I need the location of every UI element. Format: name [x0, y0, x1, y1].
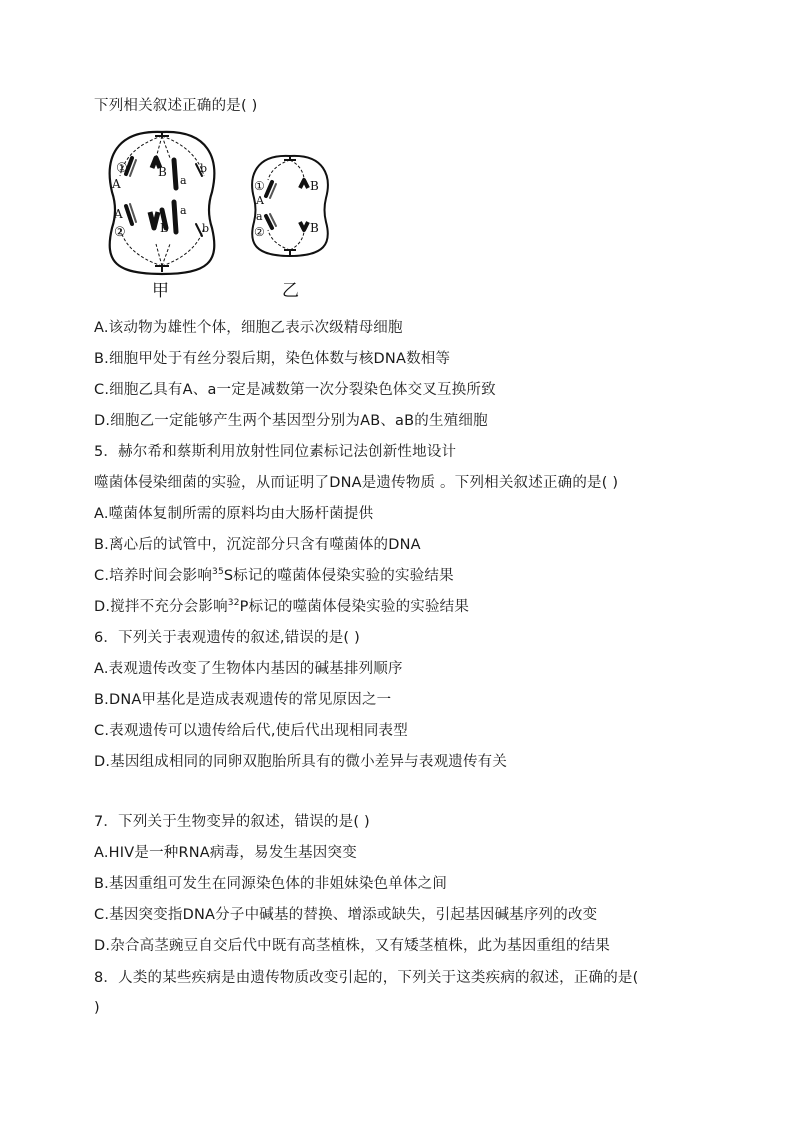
- q5-option-c: C.培养时间会影响$^{35}$S标记的噬菌体侵染实验的实验结果: [94, 567, 454, 584]
- svg-text:乙: 乙: [282, 281, 299, 300]
- isotope-mass-number: 35: [212, 567, 224, 578]
- q7-option-a: A.HIV是一种RNA病毒，易发生基因突变: [94, 845, 357, 861]
- q6-option-a: A.表观遗传改变了生物体内基因的碱基排列顺序: [94, 661, 403, 677]
- q4-option-a: A.该动物为雄性个体，细胞乙表示次级精母细胞: [94, 320, 403, 336]
- svg-text:a: a: [180, 204, 187, 217]
- svg-text:B: B: [158, 165, 167, 179]
- q7-stem: 7．下列关于生物变异的叙述，错误的是( ): [94, 814, 370, 830]
- q8-stem-line1: 8．人类的某些疾病是由遗传物质改变引起的，下列关于这类疾病的叙述，正确的是(: [94, 970, 639, 986]
- isotope-mass-number: 32: [227, 598, 240, 609]
- svg-text:B: B: [160, 221, 169, 235]
- q6-option-c: C.表观遗传可以遗传给后代,使后代出现相同表型: [94, 723, 408, 739]
- q8-stem-line2: ): [94, 1000, 100, 1016]
- q4-option-d: D.细胞乙一定能够产生两个基因型分别为AB、aB的生殖细胞: [94, 413, 488, 429]
- q4-option-b: B.细胞甲处于有丝分裂后期，染色体数与核DNA数相等: [94, 351, 451, 367]
- cell-yi-diagram: [252, 155, 328, 300]
- svg-text:①: ①: [254, 179, 265, 193]
- svg-text:②: ②: [114, 225, 126, 240]
- q5-option-d: D.搅拌不充分会影响$^{32}$P标记的噬菌体侵染实验的实验结果: [94, 598, 470, 615]
- q7-option-d: D.杂合高茎豌豆自交后代中既有高茎植株，又有矮茎植株，此为基因重组的结果: [94, 938, 610, 954]
- svg-text:甲: 甲: [152, 281, 169, 300]
- svg-text:A: A: [112, 177, 121, 191]
- q6-option-b: B.DNA甲基化是造成表观遗传的常见原因之一: [94, 692, 392, 708]
- svg-text:a: a: [180, 174, 187, 187]
- q6-option-d: D.基因组成相同的同卵双胞胎所具有的微小差异与表观遗传有关: [94, 754, 508, 770]
- q5-stem-line1: 5．赫尔希和蔡斯利用放射性同位素标记法创新性地设计: [94, 444, 457, 460]
- q5-option-b: B.离心后的试管中，沉淀部分只含有噬菌体的DNA: [94, 537, 421, 553]
- q5-option-a: A.噬菌体复制所需的原料均由大肠杆菌提供: [94, 506, 374, 522]
- q7-option-b: B.基因重组可发生在同源染色体的非姐妹染色单体之间: [94, 876, 448, 892]
- svg-text:b: b: [202, 222, 210, 235]
- svg-text:②: ②: [254, 225, 265, 239]
- q4-option-c: C.细胞乙具有A、a一定是减数第一次分裂染色体交叉互换所致: [94, 382, 496, 398]
- question-stem: 下列相关叙述正确的是( ): [94, 98, 258, 114]
- svg-text:A: A: [114, 207, 123, 221]
- q6-stem: 6．下列关于表观遗传的叙述,错误的是( ): [94, 630, 360, 646]
- q5-stem-line2: 噬菌体侵染细菌的实验，从而证明了DNA是遗传物质 。下列相关叙述正确的是( ): [94, 475, 619, 491]
- svg-text:a: a: [256, 210, 263, 223]
- svg-text:b: b: [200, 162, 208, 175]
- svg-text:①: ①: [116, 161, 128, 176]
- cell-division-figure: [96, 128, 346, 300]
- svg-text:A: A: [256, 194, 264, 207]
- svg-text:B: B: [310, 179, 319, 193]
- q7-option-c: C.基因突变指DNA分子中碱基的替换、增添或缺失，引起基因碱基序列的改变: [94, 907, 598, 923]
- cell-jia-diagram: [110, 131, 215, 300]
- svg-text:B: B: [310, 221, 319, 235]
